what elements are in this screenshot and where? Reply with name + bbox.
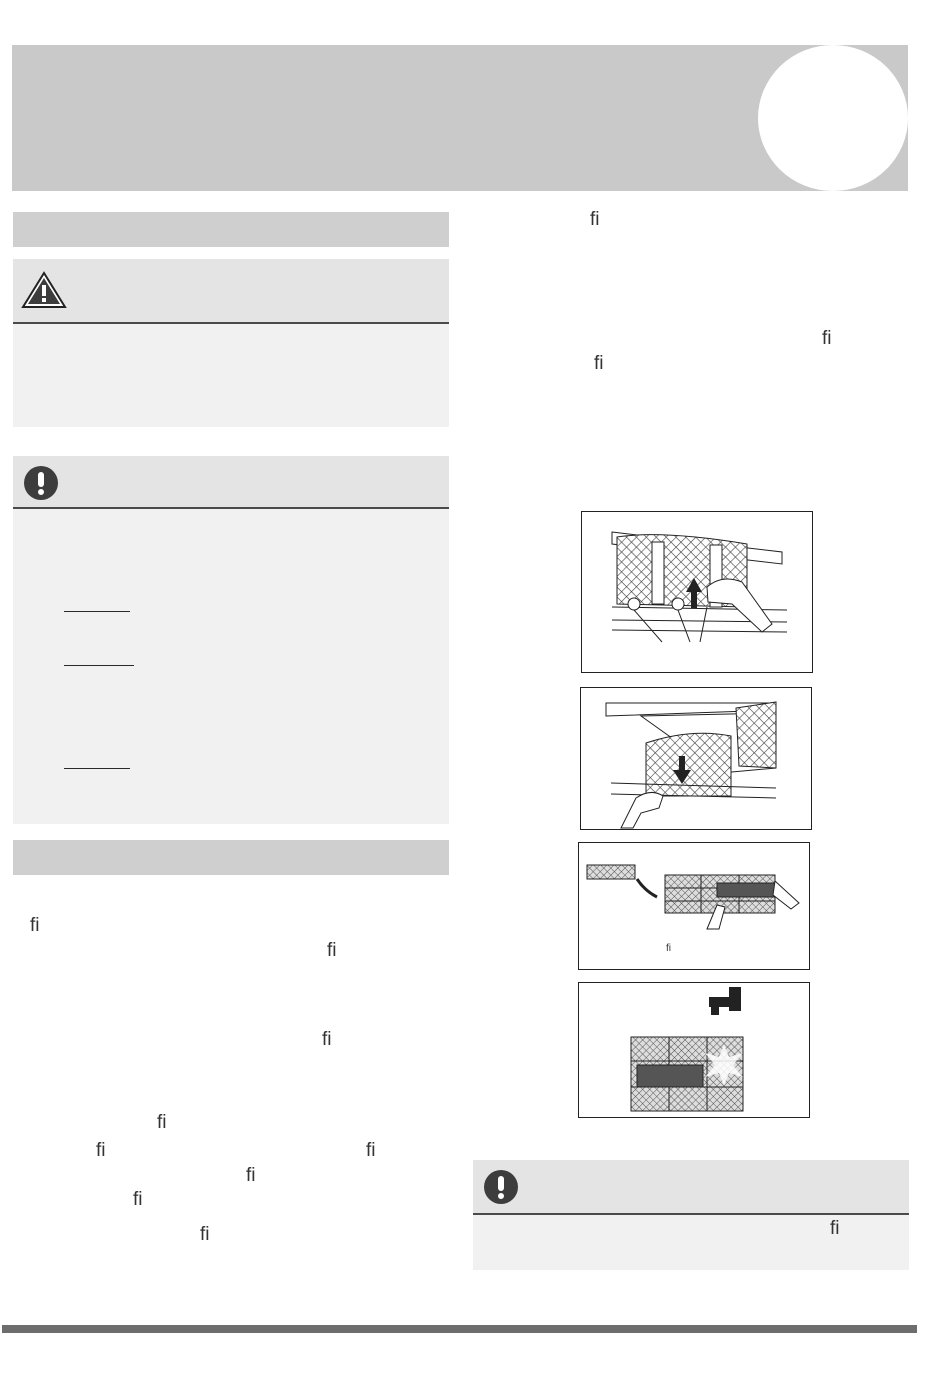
section-bar-maintenance [13,212,449,247]
fi-glyph: ﬁ [830,1218,840,1239]
fi-glyph: ﬁ [366,1140,376,1161]
fi-glyph: ﬁ [200,1224,210,1245]
figure-filter-remove-drawing [581,688,811,829]
underline-rule [64,665,134,666]
fi-glyph: ﬁ [590,209,600,230]
fi-glyph: ﬁ [30,915,40,936]
caution-box-header [13,456,449,509]
fi-glyph: ﬁ [822,328,832,349]
figure-filter-lift [581,511,813,673]
exclamation-circle-icon [22,464,60,502]
fi-glyph: ﬁ [96,1140,106,1161]
figure-filter-vacuum-drawing [579,843,809,969]
figure-filter-vacuum [578,842,810,970]
caution-box [13,456,449,824]
warning-box [13,259,449,427]
underline-rule [64,768,130,769]
fi-glyph: ﬁ [246,1165,256,1186]
warning-box-header [13,259,449,324]
underline-rule [64,611,130,612]
footer-rule [2,1325,917,1333]
fi-glyph: ﬁ [133,1189,143,1210]
warning-triangle-icon [21,271,67,309]
notice-box-header [473,1160,909,1215]
figure-filter-lift-drawing [582,512,812,672]
figure-caption: ﬁ [666,943,671,954]
chapter-badge-circle [758,45,908,191]
figure-filter-wash-drawing [579,983,809,1117]
figure-filter-remove [580,687,812,830]
fi-glyph: ﬁ [594,353,604,374]
fi-glyph: ﬁ [157,1112,167,1133]
figure-filter-wash [578,982,810,1118]
notice-box [473,1160,909,1270]
fi-glyph: ﬁ [322,1029,332,1050]
exclamation-circle-icon [482,1168,520,1206]
section-bar-cleaning [13,840,449,875]
fi-glyph: ﬁ [327,940,337,961]
